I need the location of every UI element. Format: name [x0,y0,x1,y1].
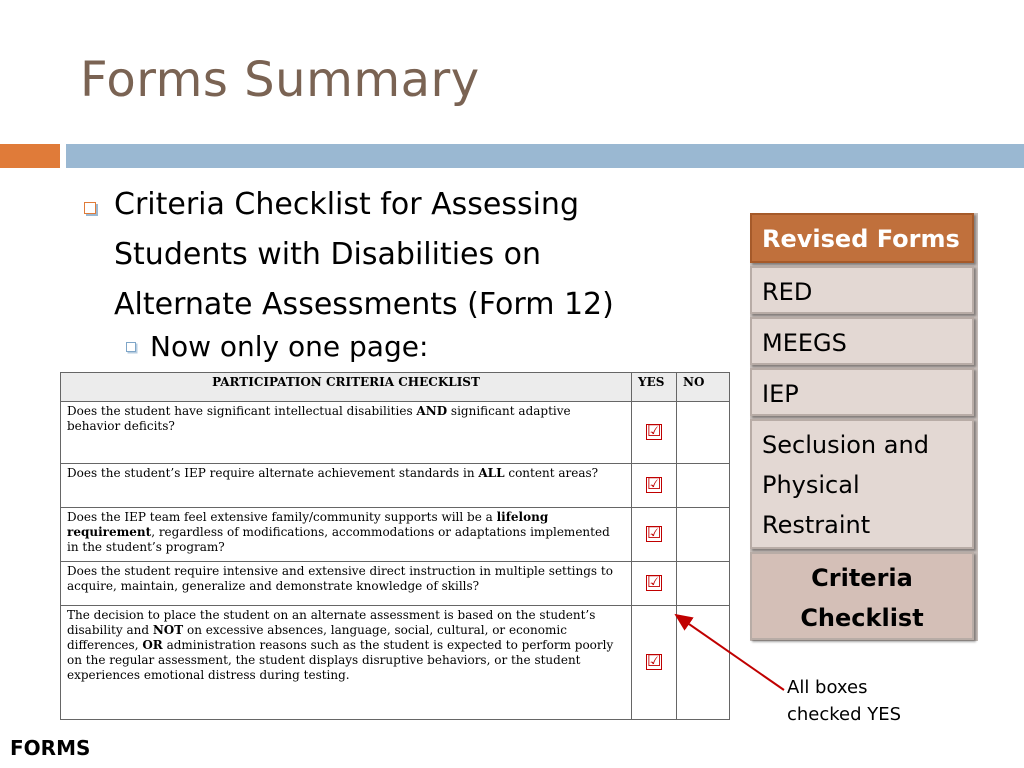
revised-form-seclusion: Seclusion and Physical Restraint [750,419,974,549]
footer-label: FORMS [10,736,91,760]
revised-form-meegs: MEEGS [750,317,974,365]
revised-forms-header: Revised Forms [750,213,974,263]
revised-form-iep: IEP [750,368,974,416]
checklist-question: Does the IEP team feel extensive family/community supports will be a lifelong requirement, regardless of modifications, accommodations or adaptations implemented in the student’s program? [61,507,632,561]
checklist-question: The decision to place the student on an alternate assessment is based on the student’s disability and NOT on excessive absences, language, social, cultural, or economic differences, OR administration reasons such as the student is expected to perform poorly on the regular assessment, the student displays disruptive behaviors, or the student experiences emotional distress during testing. [61,605,632,719]
checklist-header: PARTICIPATION CRITERIA CHECKLIST [61,373,632,402]
revised-form-red: RED [750,266,974,314]
yes-header: YES [632,373,677,402]
main-bullet-text: Criteria Checklist for Assessing Students with Disabilities on Alternate Assessments (Form 12) [114,187,614,322]
checkbox-checked-icon: ☑ [647,651,662,671]
page-title: Forms Summary [80,52,480,108]
callout-note: All boxes checked YES [787,677,902,725]
revised-form-criteria-checklist: Criteria Checklist [750,552,974,640]
no-header: NO [677,373,730,402]
checkbox-checked-icon: ☑ [647,572,662,592]
checklist-question: Does the student’s IEP require alternate achievement standards in ALL content areas? [61,463,632,507]
checkbox-checked-icon: ☑ [647,474,662,494]
checkbox-checked-icon: ☑ [647,421,662,441]
checklist-question: Does the student require intensive and extensive direct instruction in multiple settings to acquire, maintain, generalize and demonstrate knowledge of skills? [61,561,632,605]
checkbox-checked-icon: ☑ [647,523,662,543]
checklist-question: Does the student have significant intellectual disabilities AND significant adaptive behavior deficits? [61,401,632,463]
sub-bullet-text: Now only one page: [150,330,429,363]
